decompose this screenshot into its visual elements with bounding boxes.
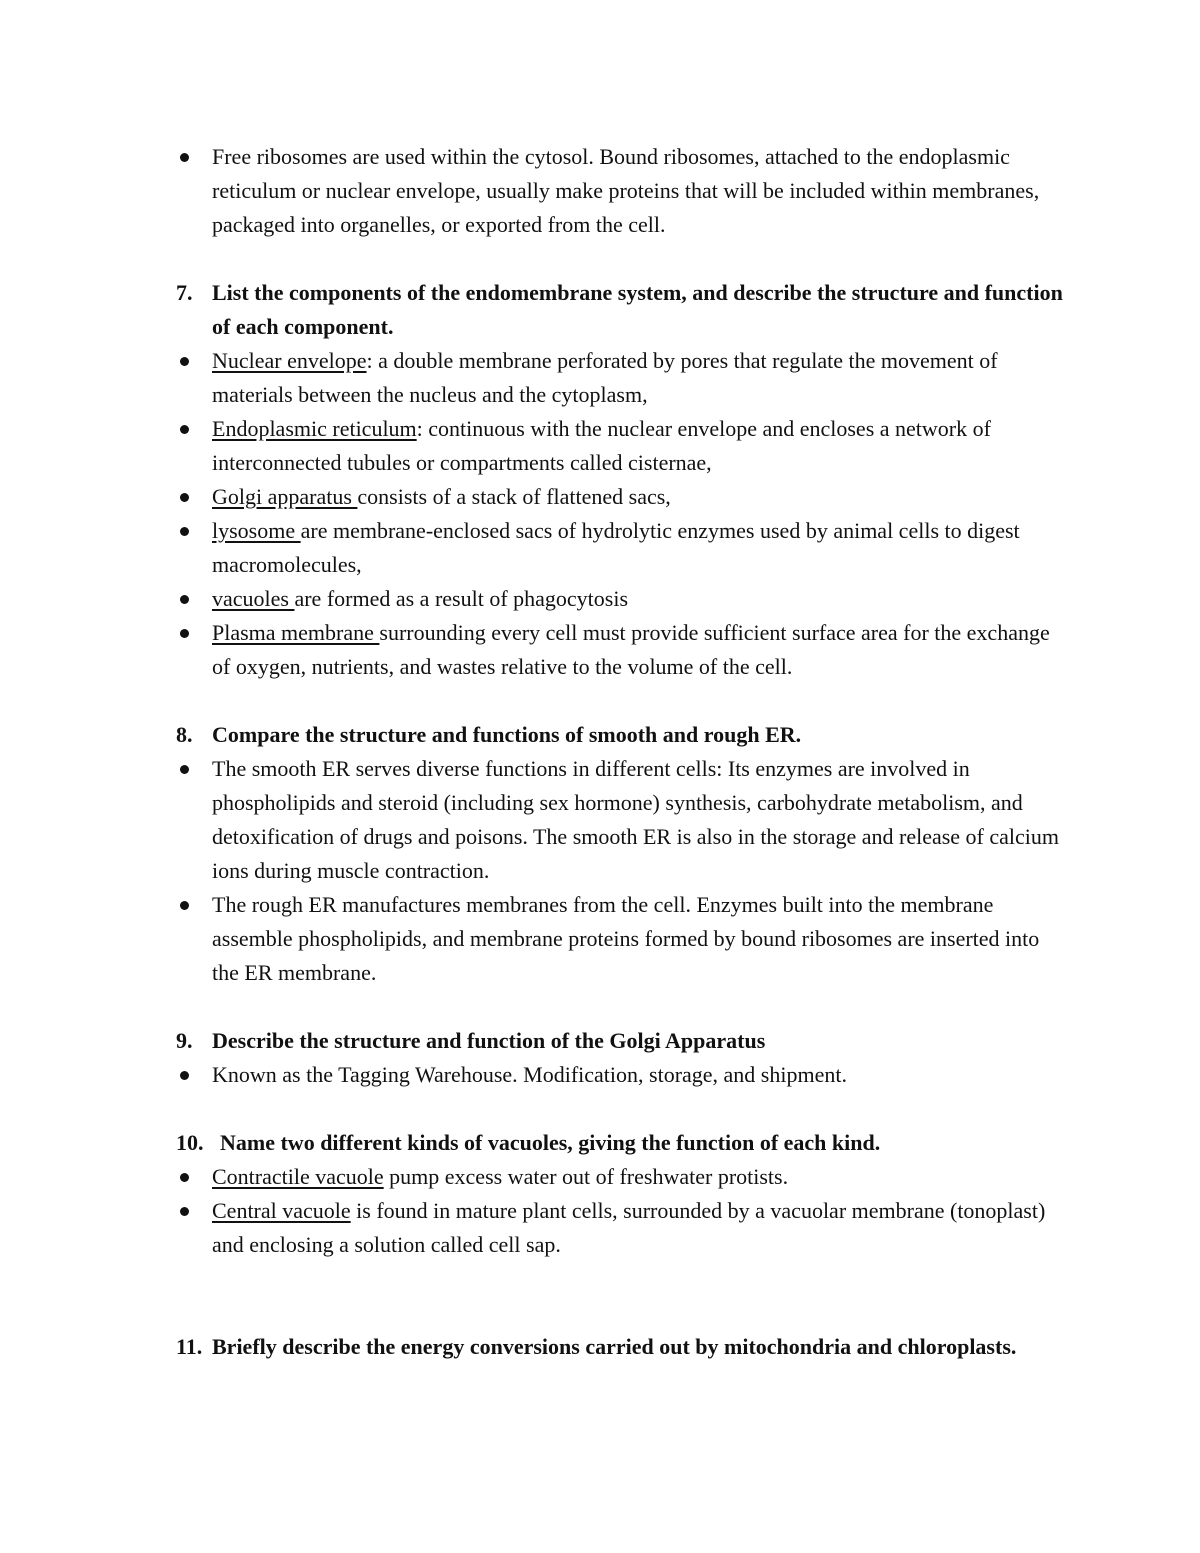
question-8 [176,718,1066,752]
question-9 [176,1024,1066,1058]
term-contractile-vacuole: Contractile vacuole [212,1164,384,1189]
bullet-text: Known as the Tagging Warehouse. Modification, storage, and shipment. [212,1062,847,1087]
list-item [176,582,1066,616]
term-central-vacuole: Central vacuole [212,1198,351,1223]
term-vacuoles: vacuoles [212,586,295,611]
question-text: Compare the structure and functions of smooth and rough ER. [212,722,802,747]
list-item [176,616,1066,684]
term-plasma-membrane: Plasma membrane [212,620,380,645]
list-item [176,480,1066,514]
question-text: List the components of the endomembrane system, and describe the structure and function of each component. [212,280,1063,339]
bullet-icon [180,595,189,604]
bullet-icon [180,901,189,910]
bullet-icon [180,765,189,774]
list-item [176,344,1066,412]
question-10 [176,1126,1066,1160]
bullet-text: The smooth ER serves diverse functions in different cells: Its enzymes are involved in phospholipids and steroid (including sex hormone) synthesis, carbohydrate metabolism, and detoxification of drugs and poisons. The smooth ER is also in the storage and release of calcium ions during muscle contraction. [212,756,1060,883]
term-description: are membrane-enclosed sacs of hydrolytic enzymes used by animal cells to digest macromolecules, [212,518,1020,577]
list-item [176,752,1066,888]
question-text: Name two different kinds of vacuoles, giving the function of each kind. [220,1130,881,1155]
term-description: : continuous with the nuclear envelope and encloses a network of interconnected tubules or compartments called cisternae, [212,416,991,475]
bullet-icon [180,1173,189,1182]
list-item [176,1194,1066,1262]
bullet-text: Free ribosomes are used within the cytosol. Bound ribosomes, attached to the endoplasmic reticulum or nuclear envelope, usually make proteins that will be included within membranes, packaged into organelles, or exported from the cell. [212,144,1040,237]
term-nuclear-envelope: Nuclear envelope [212,348,367,373]
list-item [176,1160,1066,1194]
term-description: consists of a stack of flattened sacs, [357,484,671,509]
question-number: 11. [176,1334,203,1359]
question-text: Describe the structure and function of the Golgi Apparatus [212,1028,766,1053]
document-body [176,140,1066,1364]
question-text: Briefly describe the energy conversions carried out by mitochondria and chloroplasts. [212,1334,1017,1359]
bullet-icon [180,425,189,434]
bullet-icon [180,629,189,638]
question-number: 8. [176,722,193,747]
term-endoplasmic-reticulum: Endoplasmic reticulum [212,416,417,441]
bullet-icon [180,493,189,502]
question-7 [176,276,1066,344]
bullet-icon [180,527,189,536]
question-number: 10. [176,1130,204,1155]
bullet-icon [180,1071,189,1080]
term-description: : a double membrane perforated by pores that regulate the movement of materials between the nucleus and the cytoplasm, [212,348,998,407]
term-lysosome: lysosome [212,518,301,543]
list-item [176,140,1066,242]
term-description: is found in mature plant cells, surrounded by a vacuolar membrane (tonoplast) and enclosing a solution called cell sap. [212,1198,1046,1257]
term-description: surrounding every cell must provide sufficient surface area for the exchange of oxygen, nutrients, and wastes relative to the volume of the cell. [212,620,1050,679]
question-11 [176,1330,1066,1364]
term-description: pump excess water out of freshwater protists. [383,1164,789,1189]
term-description: are formed as a result of phagocytosis [294,586,629,611]
bullet-icon [180,357,189,366]
question-number: 7. [176,280,193,305]
list-item [176,1058,1066,1092]
bullet-icon [180,1207,189,1216]
term-golgi-apparatus: Golgi apparatus [212,484,358,509]
question-number: 9. [176,1028,193,1053]
document-page [0,140,1200,1364]
bullet-text: The rough ER manufactures membranes from the cell. Enzymes built into the membrane assemble phospholipids, and membrane proteins formed by bound ribosomes are inserted into the ER membrane. [212,892,1040,985]
list-item [176,888,1066,990]
list-item [176,412,1066,480]
bullet-icon [180,153,189,162]
list-item [176,514,1066,582]
